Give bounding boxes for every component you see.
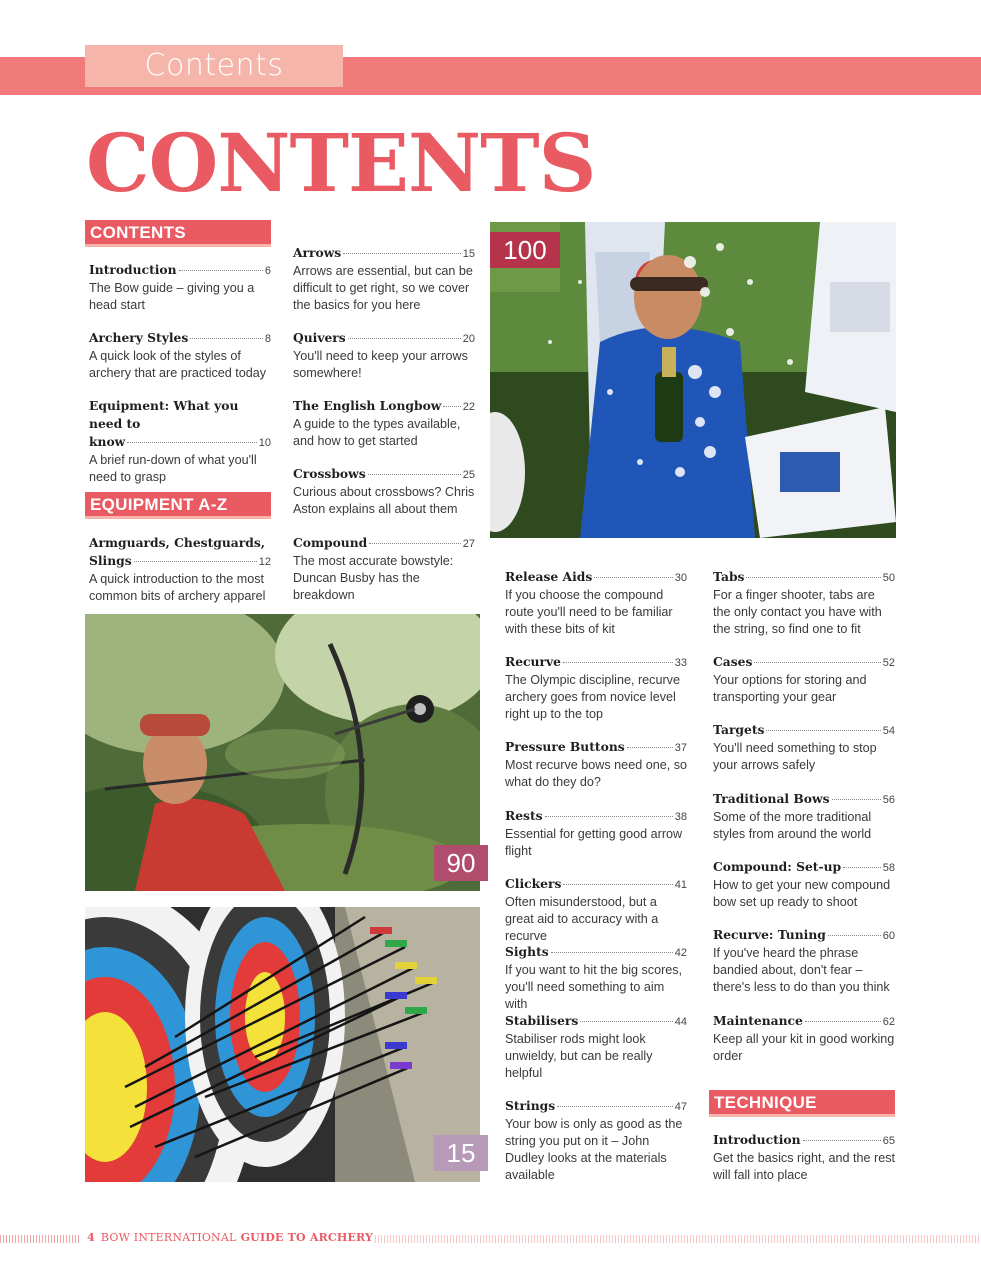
entry-page: 56	[882, 794, 895, 806]
entry-title: Sights	[505, 944, 549, 959]
entry-title: Traditional Bows	[713, 791, 830, 806]
entry-desc: Most recurve bows need one, so what do they do?	[505, 758, 688, 789]
entry-title: Tabs	[713, 569, 745, 584]
toc-entry[interactable]	[293, 397, 475, 450]
entry-desc: The most accurate bowstyle: Duncan Busby has the breakdown	[293, 554, 454, 602]
toc-entry[interactable]	[505, 1012, 687, 1082]
toc-entry[interactable]	[713, 653, 895, 706]
toc-entry[interactable]	[505, 738, 687, 791]
toc-entry[interactable]	[713, 1131, 895, 1184]
section-tab-label: Contents	[144, 48, 284, 83]
entry-page: 8	[264, 333, 271, 345]
entry-desc: A quick introduction to the most common bits of archery apparel	[89, 572, 266, 603]
entry-desc: If you want to hit the big scores, you'll need something to aim with	[505, 963, 683, 1011]
toc-entry[interactable]	[713, 926, 895, 996]
footer	[87, 1231, 373, 1244]
leader-dots	[805, 1021, 881, 1022]
toc-entry[interactable]	[713, 1012, 895, 1065]
leader-dots	[563, 662, 673, 663]
entry-page: 50	[882, 572, 895, 584]
entry-desc: Get the basics right, and the rest will fall into place	[713, 1151, 896, 1182]
entry-desc: If you've heard the phrase bandied about, don't fear – there's less to do than you think	[713, 946, 890, 994]
page-number: 4	[87, 1231, 95, 1244]
entry-title: Armguards, Chestguards,	[89, 535, 266, 550]
toc-entry[interactable]	[293, 465, 475, 518]
toc-entry[interactable]	[89, 534, 271, 605]
toc-entry[interactable]	[89, 329, 271, 382]
entry-title: Targets	[713, 722, 765, 737]
entry-title: Compound	[293, 535, 368, 550]
entry-desc: Arrows are essential, but can be difficult to get right, so we cover the basics for you here	[293, 264, 473, 312]
section-head-label: CONTENTS	[90, 223, 186, 242]
entry-page: 22	[462, 401, 475, 413]
entry-page: 37	[674, 742, 687, 754]
leader-dots	[127, 442, 257, 443]
entry-title: Recurve	[505, 654, 561, 669]
page-badge-15: 15	[434, 1135, 488, 1171]
entry-desc: You'll need something to stop your arrows safely	[713, 741, 877, 772]
section-head-technique	[709, 1090, 895, 1117]
leader-dots	[828, 935, 881, 936]
section-head-contents	[85, 220, 271, 247]
entry-page: 33	[674, 657, 687, 669]
entry-page: 38	[674, 811, 687, 823]
entry-desc: Your bow is only as good as the string you put on it – John Dudley looks at the materials available	[505, 1117, 683, 1182]
entry-page: 6	[264, 265, 271, 277]
toc-entry[interactable]	[89, 397, 271, 486]
leader-dots	[443, 406, 460, 407]
entry-page: 65	[882, 1135, 895, 1147]
footer-stripe-left	[0, 1235, 80, 1243]
leader-dots	[551, 952, 673, 953]
entry-title: Maintenance	[713, 1013, 803, 1028]
entry-page: 30	[674, 572, 687, 584]
entry-desc: Often misunderstood, but a great aid to accuracy with a recurve	[505, 895, 659, 943]
entry-title: Release Aids	[505, 569, 593, 584]
entry-desc: Essential for getting good arrow flight	[505, 827, 683, 858]
entry-desc: You'll need to keep your arrows somewhere!	[293, 349, 468, 380]
entry-title: Crossbows	[293, 466, 366, 481]
entry-page: 58	[882, 862, 895, 874]
entry-page: 62	[882, 1016, 895, 1028]
entry-desc: A quick look of the styles of archery that are practiced today	[89, 349, 267, 380]
entry-desc: Keep all your kit in good working order	[713, 1032, 895, 1063]
entry-page: 12	[258, 556, 271, 568]
leader-dots	[557, 1106, 673, 1107]
leader-dots	[563, 884, 672, 885]
toc-entry[interactable]	[713, 721, 895, 774]
section-head-label: EQUIPMENT A-Z	[90, 495, 228, 514]
entry-title: Quivers	[293, 330, 346, 345]
section-head-equipment	[85, 492, 271, 519]
leader-dots	[803, 1140, 881, 1141]
entry-page: 15	[462, 248, 475, 260]
entry-title: Compound: Set-up	[713, 859, 842, 874]
photo-champagne	[490, 222, 896, 538]
leader-dots	[343, 253, 461, 254]
toc-entry[interactable]	[713, 568, 895, 638]
toc-entry[interactable]	[713, 790, 895, 843]
entry-page: 27	[462, 538, 475, 550]
entry-page: 44	[674, 1016, 687, 1028]
footer-magazine: BOW INTERNATIONAL	[100, 1231, 237, 1244]
entry-page: 41	[674, 879, 687, 891]
page-badge-100: 100	[490, 232, 560, 268]
entry-desc: If you choose the compound route you'll need to be familiar with these bits of kit	[505, 588, 673, 636]
entry-title: Rests	[505, 808, 543, 823]
section-tab	[85, 45, 343, 90]
toc-entry[interactable]	[505, 1097, 687, 1184]
toc-entry[interactable]	[293, 244, 475, 314]
leader-dots	[369, 543, 460, 544]
leader-dots	[832, 799, 881, 800]
toc-entry[interactable]	[505, 653, 687, 723]
footer-stripe-right	[375, 1235, 981, 1243]
section-head-label: TECHNIQUE	[714, 1093, 817, 1112]
leader-dots	[179, 270, 263, 271]
leader-dots	[190, 338, 263, 339]
footer-guide: GUIDE TO ARCHERY	[240, 1231, 374, 1244]
entry-page: 54	[882, 725, 895, 737]
entry-page: 20	[462, 333, 475, 345]
leader-dots	[368, 474, 461, 475]
page-title: CONTENTS	[86, 116, 596, 210]
entry-title: Introduction	[89, 262, 177, 277]
entry-title: Strings	[505, 1098, 556, 1113]
leader-dots	[766, 730, 880, 731]
entry-desc: A brief run-down of what you'll need to grasp	[89, 453, 257, 484]
entry-title-cont: know	[89, 434, 126, 449]
entry-page: 52	[882, 657, 895, 669]
leader-dots	[843, 867, 881, 868]
toc-entry[interactable]	[89, 261, 271, 314]
leader-dots	[754, 662, 880, 663]
entry-title: Introduction	[713, 1132, 801, 1147]
entry-desc: Stabiliser rods might look unwieldy, but can be really helpful	[505, 1032, 653, 1080]
toc-entry[interactable]	[505, 807, 687, 860]
toc-entry[interactable]	[713, 858, 895, 911]
entry-page: 47	[674, 1101, 687, 1113]
entry-desc: The Olympic discipline, recurve archery goes from novice level right up to the top	[505, 673, 680, 721]
entry-desc: Your options for storing and transporting your gear	[713, 673, 867, 704]
page-badge-90: 90	[434, 845, 488, 881]
entry-desc: How to get your new compound bow set up ready to shoot	[713, 878, 891, 909]
leader-dots	[580, 1021, 672, 1022]
entry-desc: The Bow guide – giving you a head start	[89, 281, 255, 312]
entry-desc: For a finger shooter, tabs are the only contact you have with the string, so find one to fit	[713, 588, 882, 636]
entry-title: Cases	[713, 654, 753, 669]
leader-dots	[134, 561, 257, 562]
leader-dots	[746, 577, 880, 578]
entry-desc: Some of the more traditional styles from around the world	[713, 810, 872, 841]
entry-title: The English Longbow	[293, 398, 442, 413]
toc-entry[interactable]	[293, 329, 475, 382]
entry-page: 10	[258, 437, 271, 449]
toc-entry[interactable]	[505, 943, 687, 1013]
entry-desc: Curious about crossbows? Chris Aston explains all about them	[293, 485, 475, 516]
leader-dots	[545, 816, 673, 817]
entry-desc: A guide to the types available, and how to get started	[293, 417, 461, 448]
leader-dots	[594, 577, 672, 578]
entry-title: Archery Styles	[89, 330, 189, 345]
entry-page: 25	[462, 469, 475, 481]
entry-title: Equipment: What you need to	[89, 398, 239, 431]
toc-entry[interactable]	[293, 534, 475, 604]
entry-title: Clickers	[505, 876, 562, 891]
leader-dots	[627, 747, 673, 748]
entry-title: Recurve: Tuning	[713, 927, 826, 942]
entry-title: Pressure Buttons	[505, 739, 625, 754]
leader-dots	[348, 338, 461, 339]
entry-page: 42	[674, 947, 687, 959]
entry-title: Arrows	[293, 245, 342, 260]
toc-entry[interactable]	[505, 568, 687, 638]
photo-archer	[85, 614, 480, 891]
photo-targets	[85, 907, 480, 1182]
toc-entry[interactable]	[505, 875, 687, 945]
entry-title: Stabilisers	[505, 1013, 579, 1028]
entry-title-cont: Slings	[89, 553, 132, 568]
entry-page: 60	[882, 930, 895, 942]
